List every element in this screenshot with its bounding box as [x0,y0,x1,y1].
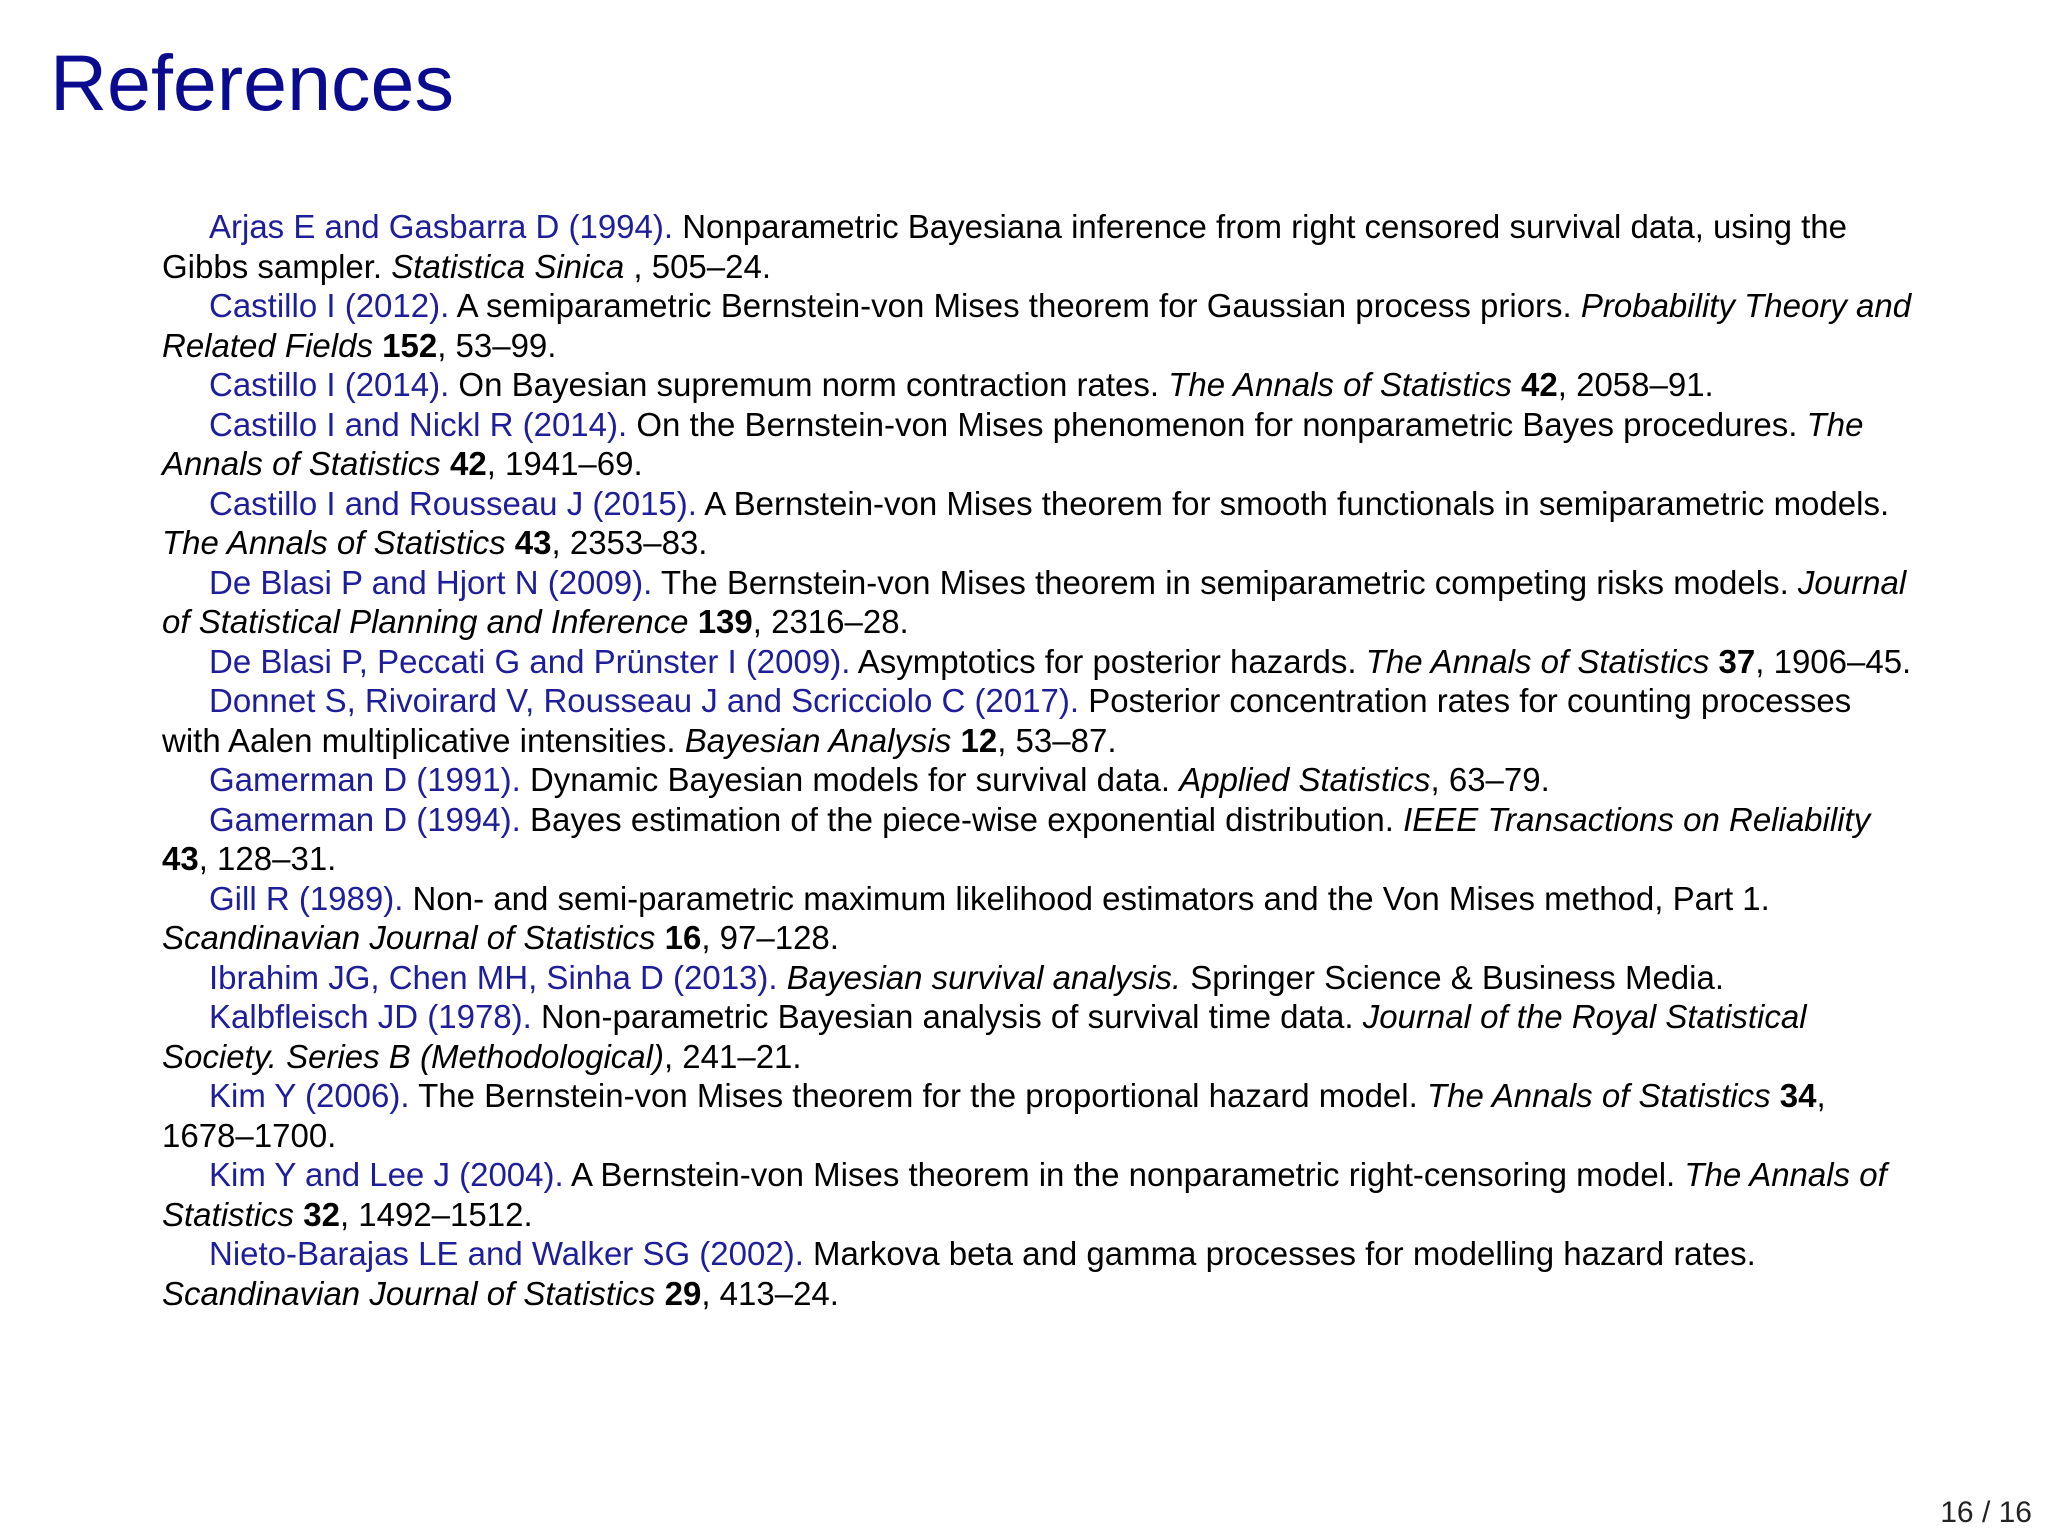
reference-author-link[interactable]: Gamerman D (1991). [209,761,521,798]
reference-item [162,958,1912,998]
reference-journal: Applied Statistics [1179,761,1431,798]
reference-author-link[interactable]: Gamerman D (1994). [209,800,521,838]
reference-volume: 42 [1521,366,1558,403]
reference-journal: The Annals of Statistics [162,524,506,561]
reference-item [162,760,1912,800]
reference-journal: The Annals of Statistics [1168,366,1512,403]
reference-pages: , 53–99. [437,326,557,364]
reference-pages: , 2353–83. [551,524,708,561]
reference-author-link[interactable]: Nieto-Barajas LE and Walker SG (2002). [209,1235,804,1272]
reference-text: A semiparametric Bernstein-von Mises theorem for Gaussian process priors. [449,287,1581,324]
reference-item [162,642,1912,682]
reference-pages: , 505–24. [633,247,771,285]
reference-author-link[interactable]: Castillo I (2012). [209,287,450,324]
reference-text: Asymptotics for posterior hazards. [850,642,1366,680]
reference-item [162,800,1912,879]
page-number: 16 / 16 [1940,1496,2032,1529]
reference-volume: 42 [449,445,487,482]
reference-author-link[interactable]: Donnet S, Rivoirard V, Rousseau J and Scricciolo C (2017). [209,682,1080,719]
reference-author-link[interactable]: Castillo I and Rousseau J (2015). [209,484,697,522]
reference-pages: , 1492–1512. [339,1195,533,1233]
reference-journal: The Annals of Statistics [162,405,1864,482]
reference-journal: Scandinavian Journal of Statistics [162,1274,656,1312]
reference-text: Bayes estimation of the piece-wise exponential distribution. [520,800,1404,838]
reference-item [162,563,1912,642]
reference-text: A Bernstein-von Mises theorem for smooth functionals in semiparametric models. [696,484,1890,522]
reference-pages: , 63–79. [1430,761,1550,798]
reference-journal: Journal of the Royal Statistical Society. Series B (Methodological) [162,998,1807,1075]
reference-volume: 152 [382,326,438,364]
reference-text [778,959,787,996]
reference-author-link[interactable]: Castillo I (2014). [209,366,450,403]
reference-text: The Bernstein-von Mises theorem for the proportional hazard model. [409,1077,1427,1114]
reference-text: Nonparametric Bayesiana inference from right censored survival data, using the Gibbs sampler. [162,208,1847,285]
reference-journal: The Annals of Statistics [1365,642,1710,680]
reference-publisher: Springer Science & Business Media. [1181,958,1725,996]
reference-author-link[interactable]: Castillo I and Nickl R (2014). [209,405,628,443]
reference-item [162,365,1912,405]
reference-journal: Journal of Statistical Planning and Inference [162,563,1907,640]
reference-item [162,997,1912,1076]
reference-item [162,879,1912,958]
reference-pages: , 1941–69. [486,445,643,482]
reference-text: Dynamic Bayesian models for survival data. [520,761,1180,798]
reference-volume: 16 [664,919,702,956]
reference-author-link[interactable]: De Blasi P and Hjort N (2009). [209,563,653,601]
reference-volume: 43 [514,524,552,561]
reference-volume: 29 [664,1274,702,1312]
reference-pages: , 241–21. [663,1037,802,1075]
reference-journal: The Annals of Statistics [1426,1077,1771,1114]
reference-volume: 32 [303,1195,340,1233]
reference-item [162,405,1912,484]
reference-item [162,1076,1912,1155]
reference-journal: Probability Theory and Related Fields [162,287,1912,364]
reference-volume: 43 [162,840,199,877]
reference-pages: , 1906–45. [1755,642,1912,680]
reference-item [162,681,1912,760]
reference-item [162,484,1912,563]
reference-text: Non- and semi-parametric maximum likelihood estimators and the Von Mises method, Part 1. [403,879,1770,917]
reference-journal: Bayesian Analysis [684,721,952,759]
reference-pages: , 128–31. [198,840,337,877]
page-title: References [50,38,454,127]
reference-author-link[interactable]: Gill R (1989). [209,879,404,917]
reference-author-link[interactable]: Ibrahim JG, Chen MH, Sinha D (2013). [209,958,778,996]
reference-text: Markova beta and gamma processes for modelling hazard rates. [803,1235,1756,1272]
reference-pages: , 413–24. [701,1274,839,1312]
reference-journal: Statistica Sinica [391,247,625,285]
reference-volume: 12 [960,721,998,759]
reference-text: Non-parametric Bayesian analysis of survival time data. [531,998,1363,1035]
reference-author-link[interactable]: Kim Y and Lee J (2004). [209,1156,564,1193]
reference-item [162,1234,1912,1313]
reference-author-link[interactable]: De Blasi P, Peccati G and Prünster I (2009). [209,642,851,680]
reference-text: The Bernstein-von Mises theorem in semiparametric competing risks models. [652,563,1798,601]
reference-text: On the Bernstein-von Mises phenomenon for nonparametric Bayes procedures. [627,405,1807,443]
reference-journal: The Annals of Statistics [162,1156,1887,1233]
reference-pages: , 97–128. [701,919,839,956]
reference-author-link[interactable]: Kalbfleisch JD (1978). [209,998,532,1035]
reference-text: A Bernstein-von Mises theorem in the nonparametric right-censoring model. [563,1156,1685,1193]
reference-pages: , 53–87. [997,721,1117,759]
reference-text: Posterior concentration rates for counting processes with Aalen multiplicative intensities. [162,682,1852,759]
reference-item [162,207,1912,286]
reference-journal: IEEE Transactions on Reliability [1403,800,1871,838]
reference-pages: , 2058–91. [1557,366,1714,403]
reference-pages: , 1678–1700. [162,1077,1826,1154]
reference-pages: , 2316–28. [752,603,909,640]
reference-author-link[interactable]: Arjas E and Gasbarra D (1994). [209,208,674,245]
reference-item [162,286,1912,365]
reference-item [162,1155,1912,1234]
reference-volume: 34 [1779,1077,1817,1114]
reference-text: On Bayesian supremum norm contraction rates. [449,366,1169,403]
reference-journal: Scandinavian Journal of Statistics [162,919,656,956]
reference-author-link[interactable]: Kim Y (2006). [209,1077,410,1114]
reference-book-title: Bayesian survival analysis. [786,958,1182,996]
reference-volume: 37 [1718,642,1756,680]
reference-list [162,207,1912,1313]
reference-volume: 139 [697,603,753,640]
